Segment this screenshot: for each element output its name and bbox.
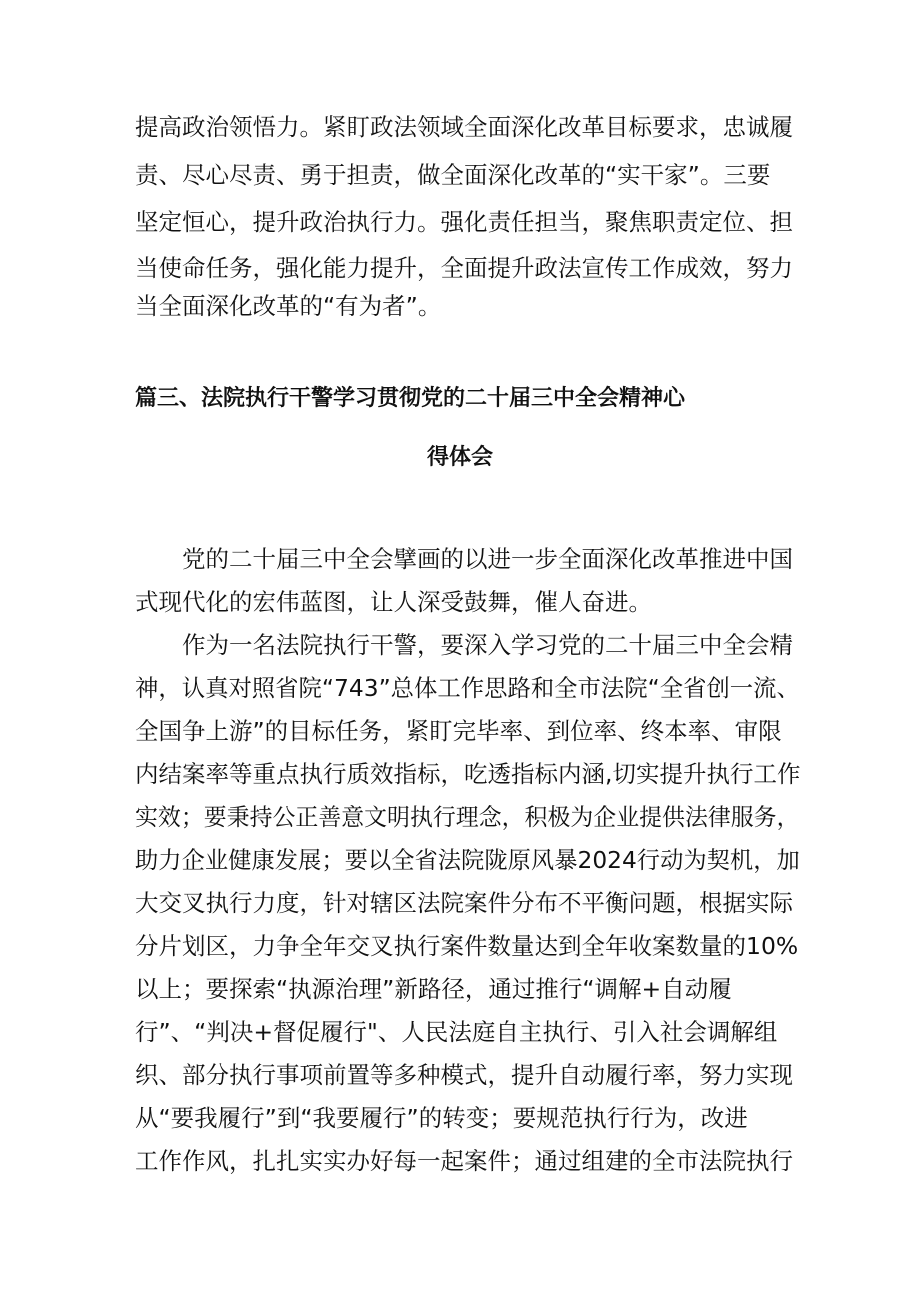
text-line: 当全面深化改革的“有为者”。: [135, 292, 442, 320]
text-line: 提高政治领悟力。紧盯政法领域全面深化改革目标要求，忠诚履: [135, 113, 793, 141]
text-line: 行”、“判决+督促履行"、人民法庭自主执行、引入社会调解组: [135, 1018, 778, 1046]
text-line: 责、尽心尽责、勇于担责，做全面深化改革的“实干家”。三要: [135, 161, 771, 189]
text-line: 实效；要秉持公正善意文明执行理念，积极为企业提供法律服务，: [135, 803, 800, 831]
text-line: 大交叉执行力度，针对辖区法院案件分布不平衡问题，根据实际: [135, 889, 793, 917]
text-line: 神，认真对照省院“743”总体工作思路和全市法院“全省创一流、: [135, 674, 800, 702]
text-line: 工作作风，扎扎实实办好每一起案件；通过组建的全市法院执行: [135, 1147, 793, 1175]
text-line: 内结案率等重点执行质效指标，吃透指标内涵,切实提升执行工作: [135, 760, 801, 788]
text-line: 全国争上游”的目标任务，紧盯完毕率、到位率、终本率、审限: [135, 717, 782, 745]
text-line: 以上；要探索“执源治理”新路径，通过推行“调解+自动履: [135, 975, 732, 1003]
text-line: 作为一名法院执行干警，要深入学习党的二十届三中全会精: [182, 631, 793, 659]
text-line: 从“要我履行”到“我要履行”的转变；要规范执行行为，改进: [135, 1104, 748, 1132]
text-line: 坚定恒心，提升政治执行力。强化责任担当，聚焦职责定位、担: [135, 208, 793, 236]
text-line: 助力企业健康发展；要以全省法院陇原风暴2024行动为契机，加: [135, 846, 800, 874]
text-line: 当使命任务，强化能力提升，全面提升政法宣传工作成效，努力: [135, 254, 793, 282]
text-line: 党的二十届三中全会擘画的以进一步全面深化改革推进中国: [182, 545, 793, 573]
text-line: 织、部分执行事项前置等多种模式，提升自动履行率，努力实现: [135, 1061, 793, 1089]
section-title-line1: 篇三、法院执行干警学习贯彻党的二十届三中全会精神心: [135, 386, 686, 411]
text-line: 式现代化的宏伟蓝图，让人深受鼓舞，催人奋进。: [135, 588, 652, 616]
section-title-line2: 得体会: [427, 445, 494, 470]
text-line: 分片划区，力争全年交叉执行案件数量达到全年收案数量的10%: [135, 932, 799, 960]
